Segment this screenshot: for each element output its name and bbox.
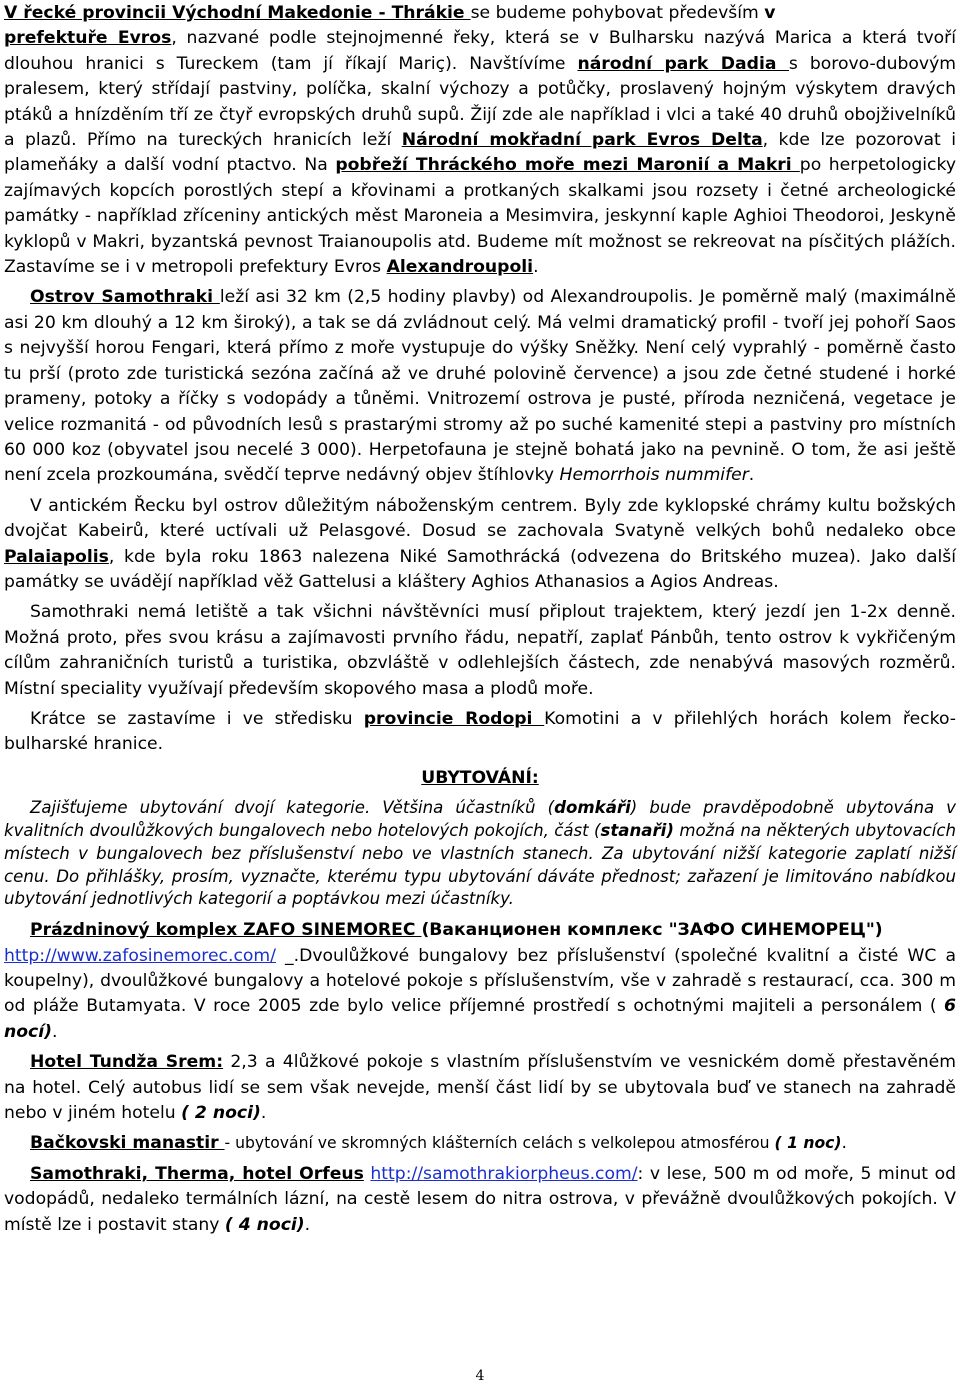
paragraph-zafo [4,918,956,1045]
text: leží asi 32 km (2,5 hodiny plavby) od Alexandroupolis. Je poměrně malý (maximálně asi 20 km dlouhý a 12 km široký), a tak se dá zvládnout celý. Má velmi dramatický profil - tvoří jej pohoří Saos s nejvyšší horou Fengari, která přímo z moře vystupuje do výšky Sněžky. Není celý vyprahlý - poměrně často tu prší (proto zde turistická sezóna začíná až ve druhé polovině července) a jsou zde četné studené i horké prameny, potoky a říčky s vodopády a tůněmi. Vnitrozemí ostrova je pusté, příroda nezničená, vegetace je velice rozmanitá - od původních lesů s prastarými stromy až po suché kamenité stepi a pastviny pro místních 60 000 koz (obyvatel jsou necelé 3 000). Herpetofauna je stejně bohatá jako na pevnině. O tom, že asi ještě není zcela prozkoumána, svědčí teprve nedávný objev štíhlovky [4,287,956,486]
text: Samothraki nemá letiště a tak všichni návštěvníci musí připlout trajektem, který jezdí jen 1-2x denně. Možná proto, přes svou krásu a zajímavosti prvního řádu, nepatří, zaplať Pánbůh, tento ostrov k vykřičeným cílům zahraničních turistů a turistika, obzvláště v odlehlejších částech, zde nenabývá masových rozměrů. Místní speciality využívají především skopového masa a plodů moře. [4,602,956,699]
text: . [260,1103,267,1124]
text: možná na některých ubytovacích místech v bungalovech bez příslušenství nebo ve vlastních stanech. Za ubytování nižší kategorie zaplatí nižší cenu. Do přihlášky, prosím, vyznačte, kterému typu ubytování dáváte přednost; zařazení je limitováno nabídkou ubytování jednotlivých kategorií a poptávkou mezi účastníky. [4,820,956,909]
text: . [841,1133,848,1154]
paragraph-samothraki [4,285,956,488]
text: po herpetologicky zajímavých kopcích porostlých stepí a křovinami a protkaných skalkami jsou rozsety i četné archeologické památky - například zříceniny antických měst Maroneia a Mesimvira, jeskynní kaple Aghioi Theodoroi, Jeskyně kyklopů v Makri, byzantská pevnost Traianoupolis atd. Budeme mít možnost se rekreovat na písčitých plážích. Zastavíme se i v metropoli prefektury Evros [4,155,956,278]
text: , kde byla roku 1863 nalezena Niké Samothrácká (odvezena do Britského muzea). Jako další památky se uvádějí například věž Gattelusi a kláštery Aghios Athanasios a Agios Andreas. [4,546,956,592]
text: se budeme pohybovat především [470,3,765,23]
text: v [764,3,776,23]
alexandroupoli: Alexandroupoli [386,257,534,278]
text: Komotini a v přilehlých horách kolem řecko-bulharské hranice. [4,708,956,755]
samothraki-title: Ostrov Samothraki [30,287,220,308]
province-rodopi: provincie Rodopi [363,708,545,729]
paragraph-accommodation [4,797,956,911]
backovski-title: Bačkovski manastir [30,1133,225,1154]
text: domkáři [554,798,631,818]
text: V antickém Řecku byl ostrov důležitým náboženským centrem. Byly zde kyklopské chrámy kultu božských dvojčat Kabeirů, které uctívali už Pelasgové. Dosud se zachovala Svatyně velkých bohů nedaleko obce [4,495,956,542]
zafo-title: Prázdninový komplex ZAFO SINEMOREC [30,920,422,941]
nights: ( 2 noci) [181,1103,261,1124]
text: - ubytování ve skromných klášterních celách s velkolepou atmosférou [224,1134,775,1153]
zafo-link[interactable]: http://www.zafosinemorec.com/ [4,945,276,966]
paragraph-evros [4,1,956,280]
thracian-coast: pobřeží Thráckého moře mezi Maronií a Makri [335,155,800,176]
nights: 6 nocí) [4,996,956,1042]
text: _.Dvoulůžkové bungalovy bez příslušenství (společné kvalitní a čisté WC a koupelny), dvoulůžkové bungalovy a hotelové pokoje s příslušenstvím, vše v zahradě s restaurací, cca. 300 m od pláže Butamyata. V roce 2005 zde bylo velice příjemné prostředí s ochotnými majiteli a personálem ( [4,945,956,1017]
text: . [51,1021,58,1042]
text: ) bude pravděpodobně ubytována v kvalitních dvoulůžkových bungalovech nebo hotelových pokojích, část ( [4,798,956,840]
orfeus-title: Samothraki, Therma, hotel Orfeus [30,1163,364,1184]
paragraph-rodopi [4,707,956,758]
zafo-title-bg: (Ваканционен комплекс "ЗАФО СИНЕМОРЕЦ") [421,920,883,941]
species-name: Hemorrhois nummifer [559,465,749,486]
text: , nazvané podle stejnojmenné řeky, která se v Bulharsku nazývá Marica a která tvoří dlouhou hranici s Tureckem (tam jí říkají Mariç). Navštívíme [4,28,956,74]
national-park-dadia: národní park Dadia [577,53,789,74]
text: stanaři) [600,820,674,840]
evros-delta-park: Národní mokřadní park Evros Delta [401,130,763,151]
tundza-title: Hotel Tundža Srem: [30,1052,224,1073]
nights: ( 4 noci) [224,1214,305,1235]
paragraph-tundza [4,1050,956,1126]
page-number: 4 [475,1368,485,1384]
text: Zajišťujeme ubytování dvojí kategorie. Většina účastníků ( [30,798,555,818]
text: . [748,465,755,486]
text [276,946,285,966]
region-title: V řecké provincii Východní Makedonie - Thrákie [4,3,471,23]
text: : v lese, 500 m od moře, 5 minut od vodopádů, nedaleko termálních lázní, na cestě lesem do nitra ostrova, v převážně dvoulůžkových pokojích. V místě lze i postavit stany [4,1163,957,1235]
paragraph-backovski [4,1131,956,1156]
accommodation-heading: UBYTOVÁNÍ: [421,767,539,788]
text: s borovo-dubovým pralesem, který střídají pastviny, políčka, skalní výchozy a potůčky, proslavený hojným výskytem dravých ptáků a hnízděním tří ze čtyř evropských druhů supů. Žijí zde ale například i vlci a také 40 druhů obojživelníků a plazů. Přímo na tureckých hranicích leží [4,53,956,151]
text: 2,3 a 4lůžkové pokoje s vlastním příslušenstvím ve vesnickém domě přestavěném na hotel. Celý autobus lidí se sem však nevejde, menší část lidí by se ubytovala buď ve stanech na zahradě nebo v jiném hotelu [4,1052,956,1124]
text: . [304,1214,311,1235]
document-page [4,0,956,1238]
paragraph-history [4,494,956,596]
paragraph-access [4,600,956,702]
prefecture-evros: prefektuře Evros [4,28,172,49]
palaiapolis: Palaiapolis [4,546,109,567]
text: . [533,257,539,278]
text: Krátce se zastavíme i ve středisku [30,708,364,729]
paragraph-orfeus [4,1162,956,1238]
text: , kde lze pozorovat i plameňáky a další vodní ptactvo. Na [4,130,956,176]
nights: ( 1 noc) [774,1134,842,1153]
orfeus-link[interactable]: http://samothrakiorpheus.com/ [370,1163,638,1184]
